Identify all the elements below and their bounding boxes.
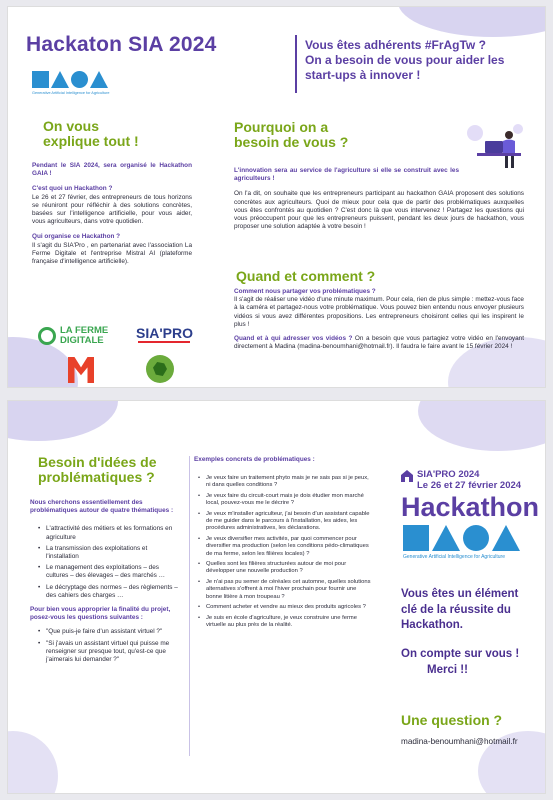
section-title-line: explique tout ! <box>43 133 139 149</box>
divider <box>189 456 190 756</box>
flyer-page-2 <box>7 400 546 794</box>
theme-item: • Le décryptage des normes – des règlements – des cahiers des charges … <box>36 584 180 600</box>
decor-blob <box>7 400 118 441</box>
question-heading: Comment nous partager vos problématiques ? <box>234 288 376 295</box>
flyer-page-1 <box>7 6 546 388</box>
event-name: SIA'PRO 2024 <box>417 469 480 480</box>
section-title-line: problématiques ? <box>38 469 155 485</box>
gaia-logo-a <box>51 71 69 88</box>
section-title-line: On vous <box>43 118 100 134</box>
headline-line: On a besoin de vous pour aider les <box>305 53 505 67</box>
gaia-logo-g <box>403 525 429 551</box>
key-message <box>401 587 518 634</box>
example-item: • Quelles sont les filières structurées autour de moi pour développer une nouvelle production ? <box>196 561 372 576</box>
logo-text: DIGITALE <box>60 335 104 346</box>
left-text <box>30 499 180 667</box>
siapro-logo: SIA'PRO <box>136 325 194 341</box>
intro-text: Nous cherchons essentiellement des problématiques autour de quatre thématiques : <box>30 499 174 515</box>
when-text <box>234 288 524 351</box>
example-item: • Je suis en école d'agriculture, je veux construire une ferme virtuelle au plus près de la réalité. <box>196 615 372 630</box>
siapro-underline <box>138 341 190 343</box>
gaia-logo-i <box>463 525 489 551</box>
examples-list <box>196 475 372 632</box>
question-item: • "Que puis-je faire d'un assistant virtuel ?" <box>36 628 180 636</box>
decor-blob <box>398 6 546 37</box>
question-heading: Quand et à qui adresser vos vidéos ? <box>234 335 353 343</box>
mistral-logo-icon <box>68 357 94 383</box>
person-laptop-icon <box>463 119 533 169</box>
event-dates: Le 26 et 27 février 2024 <box>417 480 522 491</box>
gaia-logo-a <box>432 525 460 551</box>
examples-title: Exemples concrets de problématiques : <box>194 456 315 463</box>
section-title-line: besoin de vous ? <box>234 134 349 150</box>
page-title: Hackaton SIA 2024 <box>26 33 217 56</box>
logo-text: LA FERME <box>60 325 109 336</box>
ferme-digitale-logo-line <box>60 336 104 346</box>
right-text <box>234 167 524 231</box>
lead-text: L'innovation sera au service de l'agriculture si elle se construit avec les agriculteurs ! <box>234 167 459 183</box>
thanks-line: On compte sur vous ! <box>401 648 520 660</box>
intro-text: Pendant le SIA 2024, sera organisé le Hackathon GAIA ! <box>32 162 192 178</box>
answer-text: Il s'agit du SIA'Pro , en partenariat avec l'association La Ferme Digitale et l'entreprise Mistral AI (plateforme française d'intelligence artificielle). <box>32 241 192 266</box>
ferme-digitale-icon <box>38 327 56 345</box>
gaia-subtitle: Generative Artificial Intelligence for Agriculture <box>403 554 505 560</box>
left-text <box>32 162 192 266</box>
example-item: • Je veux diversifier mes activités, par quoi commencer pour diversifier ma production (selon les conditions pédo-climatiques de ma ferme, selon les filières locales) ? <box>196 536 372 558</box>
example-item: • Je veux m'installer agriculteur, j'ai besoin d'un assistant capable de me guider dans le parcours à l'installation, les aides, les procédures administratives, les déclarations. <box>196 511 372 533</box>
thanks-line: Merci !! <box>427 663 468 676</box>
theme-item: • Le management des exploitations – des cultures – des élevages – des marchés … <box>36 564 180 580</box>
theme-item: • La transmission des exploitations et l'installation <box>36 545 180 561</box>
section-title <box>234 120 348 150</box>
section-title <box>38 455 156 485</box>
example-item: • Je n'ai pas pu semer de céréales cet automne, quelles solutions alternatives s'offrent à moi l'hiver prochain pour fournir une bonne litière à mon troupeau ? <box>196 579 372 601</box>
headline-line: Vous êtes adhérents #FrAgTw ? <box>305 38 486 52</box>
gaia-logo <box>403 525 520 551</box>
question-item: • "Si j'avais un assistant virtuel qui puisse me renseigner sur presque tout, qu'est-ce que j'aimerais lui demander ?" <box>36 640 180 665</box>
key-line: Vous êtes un élément <box>401 588 519 600</box>
example-item: • Comment acheter et vendre au mieux des produits agricoles ? <box>196 604 372 611</box>
gaia-logo-i <box>71 71 88 88</box>
key-line: Hackathon. <box>401 619 463 631</box>
section-title: Quand et comment ? <box>236 268 376 284</box>
decor-blob <box>418 400 546 451</box>
hackathon-title: Hackathon <box>401 492 540 522</box>
key-line: clé de la réussite du <box>401 603 511 616</box>
question-heading: Pour bien vous approprier la finalité du projet, posez-vous les questions suivantes : <box>30 606 171 622</box>
example-item: • Je veux faire un traitement phyto mais je ne sais pas si je peux, ni dans quelles conditions ? <box>196 475 372 490</box>
answer-text: Le 26 et 27 février, des entrepreneurs de tous horizons se réuniront pour réfléchir à des solutions concrètes, basées sur l'intelligence artificielle, pour vous aider, vous agriculteurs, dans votre quotidien. <box>32 193 192 226</box>
barn-icon <box>400 469 414 483</box>
gaia-logo <box>32 71 108 88</box>
questions-list <box>36 628 180 664</box>
example-item: • Je veux faire du circuit-court mais je dois étudier mon marché local, pouvez-vous me le décrire ? <box>196 493 372 508</box>
contact-email[interactable]: madina-benoumhani@hotmail.fr <box>401 737 518 746</box>
gaia-logo-a2 <box>492 525 520 551</box>
section-title-line: Pourquoi on a <box>234 119 329 135</box>
gaia-logo-g <box>32 71 49 88</box>
question-heading: Qui organise ce Hackathon ? <box>32 233 121 241</box>
divider <box>295 35 297 93</box>
themes-list <box>36 525 180 600</box>
theme-item: • L'attractivité des métiers et les formations en agriculture <box>36 525 180 541</box>
answer-text: Il s'agit de réaliser une vidéo d'une minute maximum. Pour cela, rien de plus simple : mettez-vous face à la caméra et partagez-nous votre problématique. Vous pouvez bien entendu nous envoyer plusieurs vidéos si vous avez différentes propositions. Les entrepreneurs choisiront celles qui les inspirent le plus ! <box>234 296 524 328</box>
thanks-message <box>401 647 519 678</box>
body-text: On l'a dit, on souhaite que les entrepreneurs participant au hackathon GAIA proposent des solutions concrètes aux agriculteurs. Quoi de mieux pour cela que de partir des problématiques auxquelles vous êtes confrontés au quotidien ? C'est donc là que vous intervenez ! Partagez les questions qui vous préoccupent pour que les entrepreneurs puissent, pendant les deux jours de hackathon, vous proposer une solution adaptée à votre besoin ! <box>234 190 524 231</box>
gaia-logo-a2 <box>90 71 108 88</box>
section-title-line: Besoin d'idées de <box>38 454 157 470</box>
answer-text: On a besoin que vous partagiez votre vidéo en l'envoyant directement à Madina (madina-benoumhani@hotmail.fr). Il faudra le faire avant le 15 février 2024 ! <box>234 335 524 351</box>
headline-line: start-ups à innover ! <box>305 68 421 82</box>
question-title: Une question ? <box>401 712 503 728</box>
gaia-subtitle: Generative Artificial Intelligence for Agriculture <box>32 91 110 95</box>
section-title <box>43 119 139 149</box>
headline <box>305 38 540 83</box>
decor-blob <box>7 731 58 794</box>
question-heading: C'est quoi un Hackathon ? <box>32 185 113 193</box>
